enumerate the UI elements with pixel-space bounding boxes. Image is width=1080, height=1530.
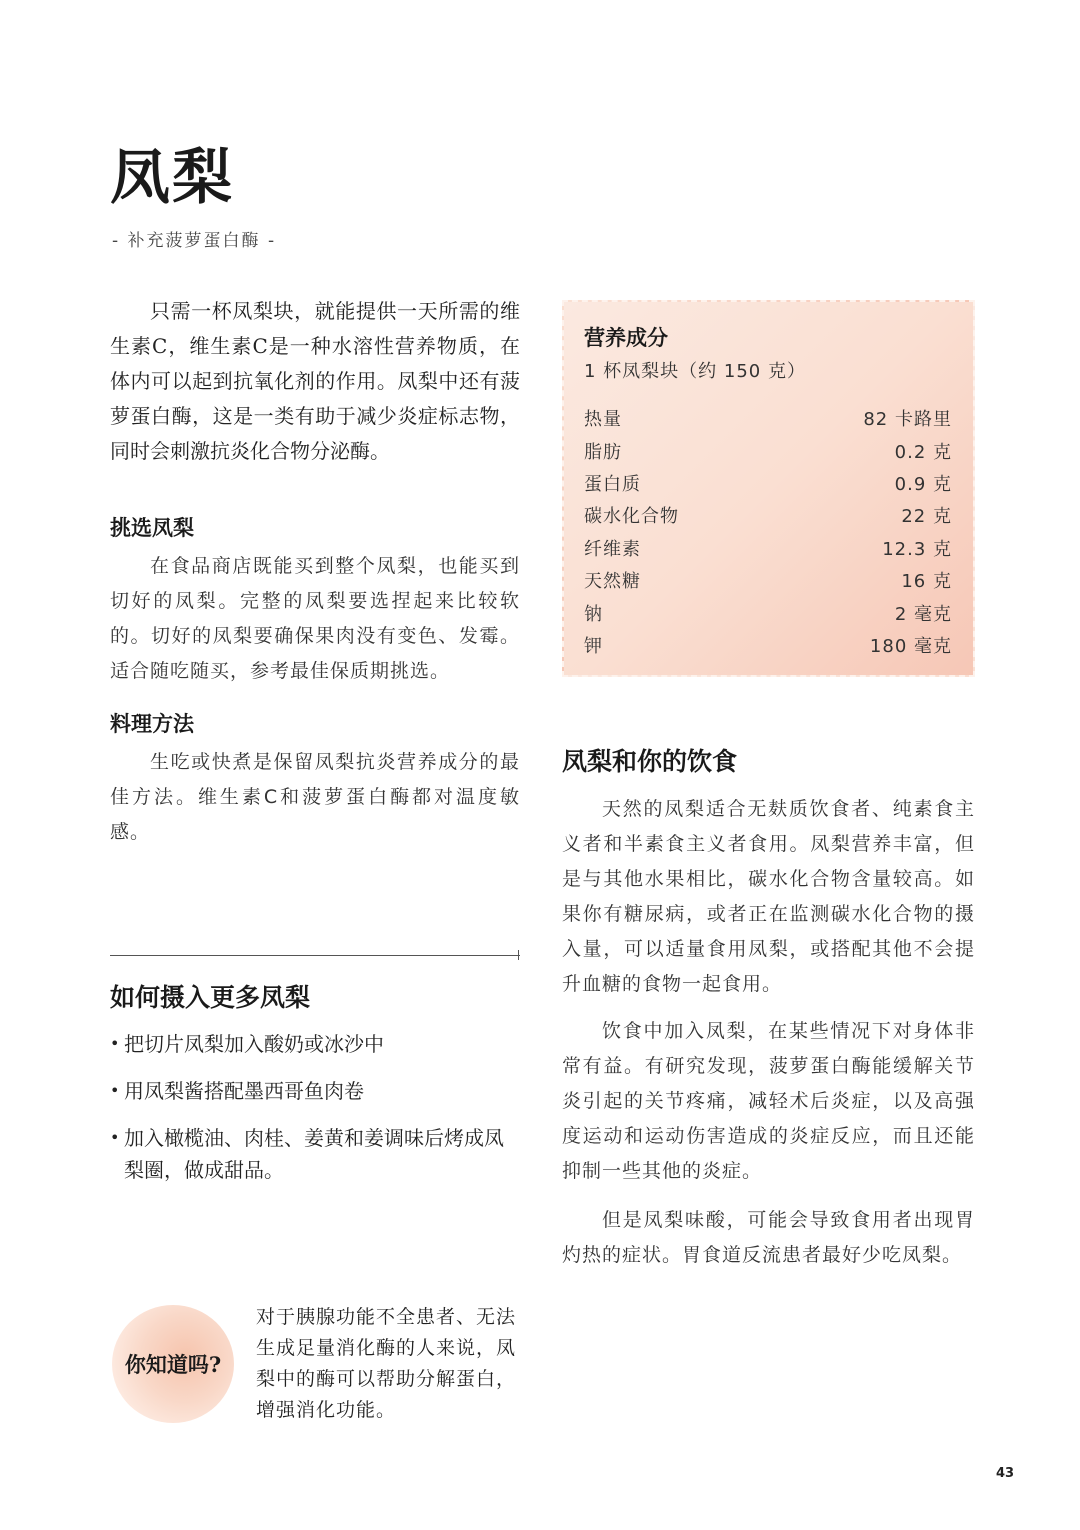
page-subtitle: - 补充菠萝蛋白酶 - <box>112 231 277 251</box>
diet-paragraph-2: 饮食中加入凤梨，在某些情况下对身体非常有益。有研究发现，菠萝蛋白酶能缓解关节炎引起的关节疼痛，减轻术后炎症，以及高强度运动和运动伤害造成的炎症反应，而且还能抑制一些其他的炎症。 <box>562 1020 975 1182</box>
nutrition-box <box>562 300 975 677</box>
nutrient-value: 16 克 <box>901 571 952 593</box>
nutrition-table <box>584 402 952 661</box>
list-item: • 用凤梨酱搭配墨西哥鱼肉卷 <box>110 1075 520 1107</box>
did-you-know-badge <box>112 1305 234 1423</box>
more-heading: 如何摄入更多凤梨 <box>110 983 311 1012</box>
list-item: • 加入橄榄油、肉桂、姜黄和姜调味后烤成凤梨圈，做成甜品。 <box>110 1122 520 1186</box>
choose-heading: 挑选凤梨 <box>110 515 194 540</box>
diet-paragraph-3: 但是凤梨味酸，可能会导致食用者出现胃灼热的症状。胃食道反流患者最好少吃凤梨。 <box>562 1209 975 1266</box>
nutrient-value: 82 卡路里 <box>863 409 952 431</box>
did-you-know-text: 对于胰腺功能不全患者、无法生成足量消化酶的人来说，凤梨中的酶可以帮助分解蛋白，增强消化功能。 <box>256 1306 517 1421</box>
nutrient-value: 12.3 克 <box>882 538 952 560</box>
cooking-paragraph: 生吃或快煮是保留凤梨抗炎营养成分的最佳方法。维生素C和菠萝蛋白酶都对温度敏感。 <box>110 751 520 843</box>
nutrition-row <box>584 499 952 531</box>
diet-heading: 凤梨和你的饮食 <box>562 747 738 776</box>
nutrient-name: 钾 <box>584 635 603 657</box>
more-list <box>110 1028 520 1201</box>
nutrient-name: 脂肪 <box>584 441 622 463</box>
section-divider-tick <box>518 950 519 960</box>
nutrient-value: 0.2 克 <box>894 441 952 463</box>
choose-paragraph: 在食品商店既能买到整个凤梨，也能买到切好的凤梨。完整的凤梨要选捏起来比较软的。切好的凤梨要确保果肉没有变色、发霉。适合随吃随买，参考最佳保质期挑选。 <box>110 555 520 682</box>
nutrient-name: 热量 <box>584 409 622 431</box>
nutrition-row <box>584 467 952 499</box>
nutrition-serving: 1 杯凤梨块（约 150 克） <box>584 361 806 382</box>
nutrient-name: 钠 <box>584 603 603 625</box>
diet-paragraph-1: 天然的凤梨适合无麸质饮食者、纯素食主义者和半素食主义者食用。凤梨营养丰富，但是与其他水果相比，碳水化合物含量较高。如果你有糖尿病，或者正在监测碳水化合物的摄入量，可以适量食用凤梨，或搭配其他不会提升血糖的食物一起食用。 <box>562 798 975 995</box>
section-divider <box>110 955 520 956</box>
nutrition-row <box>584 402 952 434</box>
nutrition-title: 营养成分 <box>584 325 668 350</box>
nutrient-name: 天然糖 <box>584 571 641 593</box>
page-number: 43 <box>996 1466 1015 1481</box>
page-title: 凤梨 <box>110 143 234 213</box>
nutrition-row <box>584 532 952 564</box>
nutrition-row <box>584 596 952 628</box>
nutrient-value: 180 毫克 <box>869 635 952 657</box>
nutrient-value: 0.9 克 <box>894 473 952 495</box>
nutrient-value: 22 克 <box>901 506 952 528</box>
intro-paragraph: 只需一杯凤梨块，就能提供一天所需的维生素C，维生素C是一种水溶性营养物质，在体内可以起到抗氧化剂的作用。凤梨中还有菠萝蛋白酶，这是一类有助于减少炎症标志物，同时会刺激抗炎化合物分泌酶。 <box>110 299 520 463</box>
nutrient-value: 2 毫克 <box>894 603 952 625</box>
did-you-know-label: 你知道吗? <box>124 1352 222 1377</box>
cooking-heading: 料理方法 <box>110 711 194 736</box>
nutrient-name: 纤维素 <box>584 538 641 560</box>
nutrient-name: 蛋白质 <box>584 473 641 495</box>
nutrition-row <box>584 629 952 661</box>
list-item: • 把切片凤梨加入酸奶或冰沙中 <box>110 1028 520 1060</box>
nutrition-row <box>584 564 952 596</box>
nutrient-name: 碳水化合物 <box>584 506 679 528</box>
nutrition-row <box>584 434 952 466</box>
